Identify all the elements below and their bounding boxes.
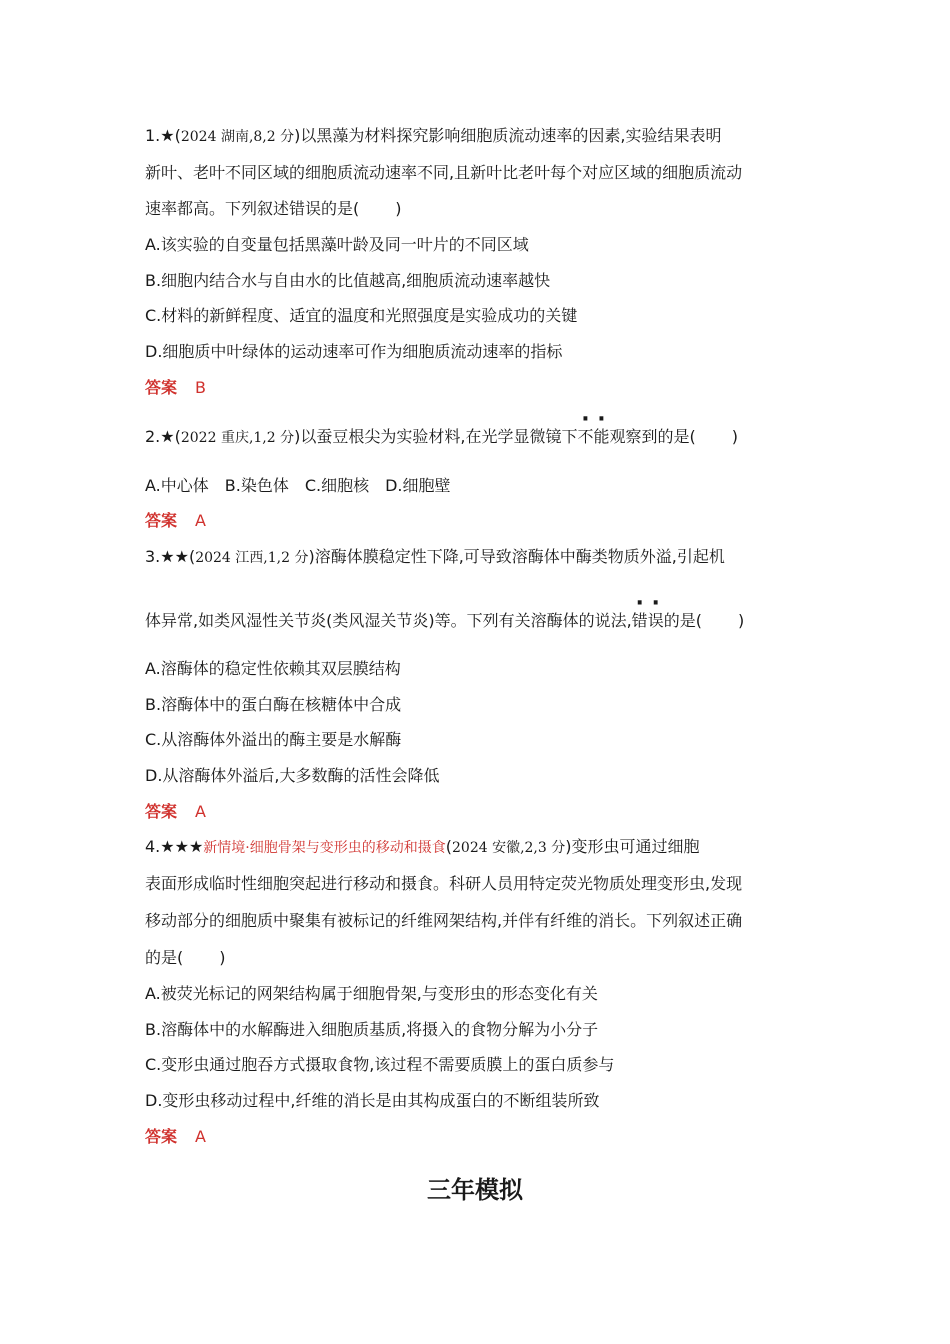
q4-stem-line-1: 4.★★★新情境·细胞骨架与变形虫的移动和摄食(2024 安徽,2,3 分)变形虫可通过细胞 (145, 837, 700, 856)
q4-option-a: A.被荧光标记的网架结构属于细胞骨架,与变形虫的形态变化有关 (145, 984, 598, 1003)
q4-stem-line-2: 表面形成临时性细胞突起进行移动和摄食。科研人员用特定荧光物质处理变形虫,发现 (145, 874, 743, 893)
q3-answer: 答案 A (145, 802, 206, 821)
scenario-tag: 新情境·细胞骨架与变形虫的移动和摄食 (203, 840, 446, 856)
q4-stem-line-4: 的是( ) (145, 948, 226, 967)
q1-stem-line-2: 新叶、老叶不同区域的细胞质流动速率不同,且新叶比老叶每个对应区域的细胞质流动 (145, 163, 743, 182)
emphasis-char: 误 (647, 611, 664, 630)
q3-option-d: D.从溶酶体外溢后,大多数酶的活性会降低 (145, 766, 440, 785)
q3-stem-line-1: 3.★★(2024 江西,1,2 分)溶酶体膜稳定性下降,可导致溶酶体中酶类物质外溢,引起机 (145, 547, 725, 566)
q3-option-a: A.溶酶体的稳定性依赖其双层膜结构 (145, 659, 401, 678)
q4-option-b: B.溶酶体中的水解酶进入细胞质基质,将摄入的食物分解为小分子 (145, 1020, 599, 1039)
q4-stem-line-3: 移动部分的细胞质中聚集有被标记的纤维网架结构,并伴有纤维的消长。下列叙述正确 (145, 911, 743, 930)
q1-option-a: A.该实验的自变量包括黑藻叶龄及同一叶片的不同区域 (145, 235, 529, 254)
q4-option-d: D.变形虫移动过程中,纤维的消长是由其构成蛋白的不断组装所致 (145, 1091, 600, 1110)
section-title: 三年模拟 (427, 1176, 523, 1204)
q4-option-c: C.变形虫通过胞吞方式摄取食物,该过程不需要质膜上的蛋白质参与 (145, 1055, 615, 1074)
q3-option-c: C.从溶酶体外溢出的酶主要是水解酶 (145, 730, 402, 749)
q1-option-c: C.材料的新鲜程度、适宜的温度和光照强度是实验成功的关键 (145, 306, 578, 325)
emphasis-char: 能 (593, 427, 610, 446)
q1-answer: 答案 B (145, 378, 206, 397)
q3-stem-line-2: 体异常,如类风湿性关节炎(类风湿关节炎)等。下列有关溶酶体的说法,错误的是( ) (145, 611, 745, 630)
q2-answer: 答案 A (145, 511, 206, 530)
q1-stem-line-1: 1.★(2024 湖南,8,2 分)以黑藻为材料探究影响细胞质流动速率的因素,实验结果表明 (145, 126, 722, 145)
emphasis-char: 错 (631, 611, 648, 630)
emphasis-char: 不 (577, 427, 594, 446)
q3-option-b: B.溶酶体中的蛋白酶在核糖体中合成 (145, 695, 402, 714)
q2-options: A.中心体 B.染色体 C.细胞核 D.细胞壁 (145, 476, 451, 495)
q1-option-d: D.细胞质中叶绿体的运动速率可作为细胞质流动速率的指标 (145, 342, 563, 361)
q2-stem: 2.★(2022 重庆,1,2 分)以蚕豆根尖为实验材料,在光学显微镜下不能观察到的是( ) (145, 427, 738, 446)
q4-answer: 答案 A (145, 1127, 206, 1146)
q1-stem-line-3: 速率都高。下列叙述错误的是( ) (145, 199, 402, 218)
q1-option-b: B.细胞内结合水与自由水的比值越高,细胞质流动速率越快 (145, 271, 551, 290)
